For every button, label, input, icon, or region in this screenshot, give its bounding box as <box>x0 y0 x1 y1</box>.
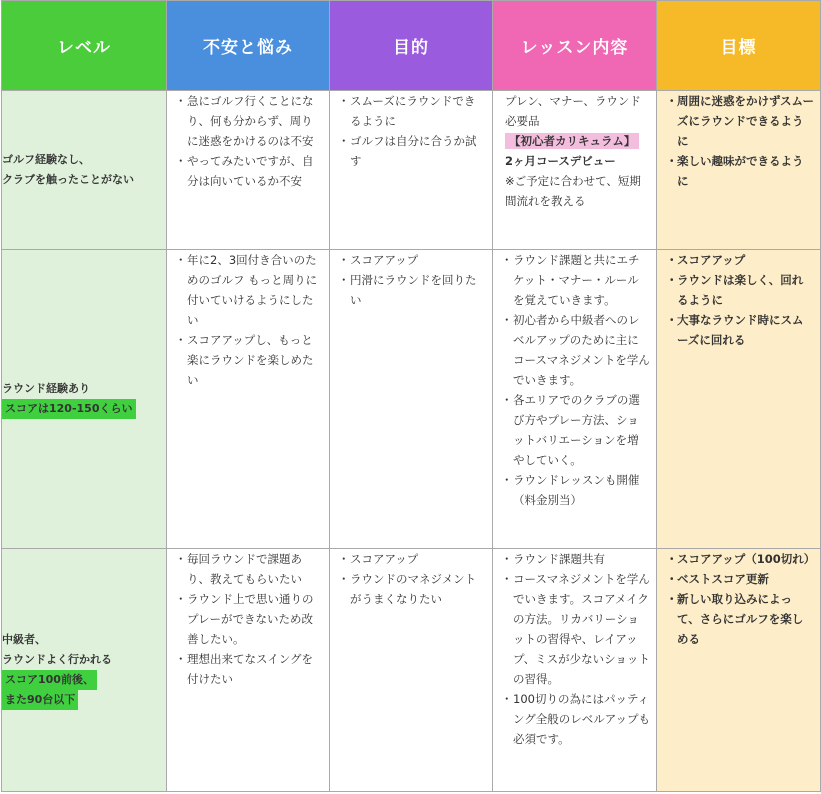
list-item: ・ 円滑にラウンドを回りたい <box>350 270 486 310</box>
level-text: ラウンド経験あり <box>2 382 90 395</box>
goal-cell <box>657 91 821 250</box>
level-text: クラブを触ったことがない <box>2 173 134 186</box>
list-item: ・ 急にゴルフ行くことになり、何も分からず、周りに迷惑をかけるのは不安 <box>187 91 323 151</box>
list-item: ・ スムーズにラウンドできるように <box>350 91 486 131</box>
list-item: ・ 100切りの為にはパッティング全般のレベルアップも必須です。 <box>513 689 650 749</box>
lesson-cell <box>493 549 657 792</box>
lesson-intro: プレン、マナー、ラウンド必要品 <box>505 94 641 128</box>
list-item: ・ 理想出来てなスイングを付けたい <box>187 649 323 689</box>
list-item: ・ ベストスコア更新 <box>677 569 814 589</box>
list-item: ・ 初心者から中級者へのレベルアップのために主にコースマネジメントを学んでいきます。 <box>513 310 650 390</box>
purpose-cell <box>330 91 493 250</box>
level-cell <box>2 91 167 250</box>
level-cell <box>2 250 167 549</box>
header-purpose: 目的 <box>330 1 493 91</box>
goal-cell <box>657 250 821 549</box>
lesson-cell <box>493 91 657 250</box>
worry-cell <box>167 549 330 792</box>
header-row <box>2 1 821 91</box>
level-cell <box>2 549 167 792</box>
list-item: ・ スコアアップ <box>350 549 486 569</box>
list-item: ・ コースマネジメントを学んでいきます。スコアメイクの方法。リカバリーショットの習得や、レイアップ、ミスが少ないショットの習得。 <box>513 569 650 689</box>
list-item: ・ ラウンドは楽しく、回れるように <box>677 270 814 310</box>
header-level: レベル <box>2 1 167 91</box>
level-text: ゴルフ経験なし、 <box>2 153 90 166</box>
list-item: ・ スコアアップ（100切れ） <box>677 549 814 569</box>
list-item: ・ 各エリアでのクラブの選び方やプレー方法、ショットバリエーションを増やしていく。 <box>513 390 650 470</box>
list-item: ・ ラウンド課題と共にエチケット・マナー・ルールを覚えていきます。 <box>513 250 650 310</box>
curriculum-badge: 【初心者カリキュラム】 <box>505 133 639 149</box>
table-row-experienced <box>2 250 821 549</box>
worry-cell <box>167 250 330 549</box>
list-item: ・ 周囲に迷惑をかけずスムーズにラウンドできるように <box>677 91 814 151</box>
list-item: ・ 大事なラウンド時にスムーズに回れる <box>677 310 814 350</box>
score-highlight: スコアは120-150くらい <box>2 399 136 419</box>
list-item: ・ 新しい取り込みによって、さらにゴルフを楽しめる <box>677 589 814 649</box>
list-item: ・ スコアアップ <box>350 250 486 270</box>
lesson-cell <box>493 250 657 549</box>
list-item: ・ ラウンドのマネジメントがうまくなりたい <box>350 569 486 609</box>
list-item: ・ ラウンドレッスンも開催（料金別当） <box>513 470 650 510</box>
header-goal: 目標 <box>657 1 821 91</box>
golf-course-table <box>1 0 821 792</box>
level-text: 中級者、 <box>2 633 46 646</box>
header-lesson: レッスン内容 <box>493 1 657 91</box>
purpose-cell <box>330 549 493 792</box>
list-item: ・ ゴルフは自分に合うか試す <box>350 131 486 171</box>
score-highlight: また90台以下 <box>2 690 78 710</box>
course-debut: 2ヶ月コースデビュー <box>505 154 616 168</box>
list-item: ・ スコアアップ <box>677 250 814 270</box>
lesson-note: ※ご予定に合わせて、短期間流れを教える <box>505 174 641 208</box>
score-highlight: スコア100前後、 <box>2 670 97 690</box>
list-item: ・ ラウンド上で思い通りのプレーができないため改善したい。 <box>187 589 323 649</box>
list-item: ・ ラウンド課題共有 <box>513 549 650 569</box>
goal-cell <box>657 549 821 792</box>
table-row-beginner <box>2 91 821 250</box>
list-item: ・ 毎回ラウンドで課題あり、教えてもらいたい <box>187 549 323 589</box>
list-item: ・ スコアアップし、もっと楽にラウンドを楽しめたい <box>187 330 323 390</box>
list-item: ・ 楽しい趣味ができるように <box>677 151 814 191</box>
table-row-intermediate <box>2 549 821 792</box>
list-item: ・ やってみたいですが、自分は向いているか不安 <box>187 151 323 191</box>
level-text: ラウンドよく行かれる <box>2 653 112 666</box>
header-worry: 不安と悩み <box>167 1 330 91</box>
list-item: ・ 年に2、3回付き合いのためのゴルフ もっと周りに付いていけるようにしたい <box>187 250 323 330</box>
worry-cell <box>167 91 330 250</box>
purpose-cell <box>330 250 493 549</box>
